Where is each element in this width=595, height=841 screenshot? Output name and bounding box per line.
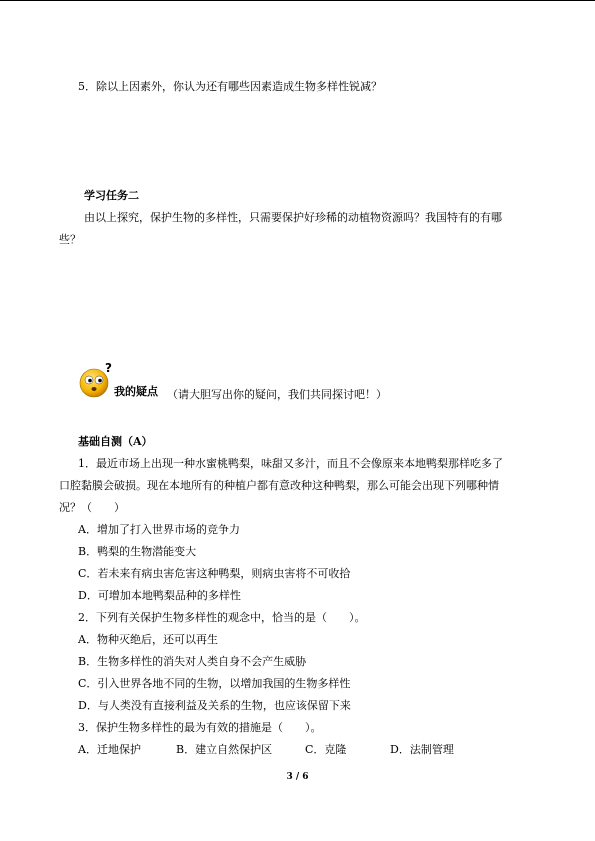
q3-option-b: B．建立自然保护区	[176, 743, 273, 756]
q1-line-2: 口腔黏膜会破损。现在本地所有的种植户都有意改种这种鸭梨，那么可能会出现下列哪种情	[59, 479, 499, 492]
q3-option-d: D．法制管理	[390, 743, 454, 756]
question-5: 5．除以上因素外，你认为还有哪些因素造成生物多样性锐减？	[78, 80, 382, 93]
page-number: 3 / 6	[286, 772, 309, 782]
my-doubts-label: 我的疑点	[114, 385, 158, 398]
task2-line-2: 些？	[59, 233, 81, 246]
q1-option-c: C．若未来有病虫害危害这种鸭梨，则病虫害将不可收拾	[78, 567, 351, 580]
q1-option-d: D．可增加本地鸭梨品种的多样性	[78, 589, 241, 602]
q1-option-b: B．鸭梨的生物潜能变大	[78, 545, 197, 558]
doubts-hint: （请大胆写出你的疑问，我们共同探讨吧！）	[167, 388, 387, 401]
q1-line-3: 况？（ ）	[59, 501, 125, 514]
q2-option-a: A．物种灭绝后，还可以再生	[78, 633, 218, 646]
q3-option-c: C．克隆	[305, 743, 347, 756]
q1-line-1: 1．最近市场上出现一种水蜜桃鸭梨，味甜又多汁，而且不会像原来本地鸭梨那样吃多了	[78, 457, 503, 470]
thinking-face-icon	[78, 362, 114, 398]
selftest-title: 基础自测（A）	[78, 435, 153, 448]
q2-option-b: B．生物多样性的消失对人类自身不会产生威胁	[78, 655, 307, 668]
q1-option-a: A．增加了打入世界市场的竞争力	[78, 523, 240, 536]
q2-option-d: D．与人类没有直接利益及关系的生物，也应该保留下来	[78, 699, 351, 712]
task2-title: 学习任务二	[84, 189, 139, 202]
task2-line-1: 由以上探究，保护生物的多样性，只需要保护好珍稀的动植物资源吗？我国特有的有哪	[84, 211, 502, 224]
q2-option-c: C．引入世界各地不同的生物，以增加我国的生物多样性	[78, 677, 351, 690]
svg-text:?: ?	[105, 362, 112, 375]
q3-stem: 3．保护生物多样性的最为有效的措施是（ ）。	[78, 721, 322, 734]
header-rule	[0, 0, 595, 1]
q2-stem: 2．下列有关保护生物多样性的观念中，恰当的是（ ）。	[78, 611, 366, 624]
q3-option-a: A．迁地保护	[78, 743, 141, 756]
